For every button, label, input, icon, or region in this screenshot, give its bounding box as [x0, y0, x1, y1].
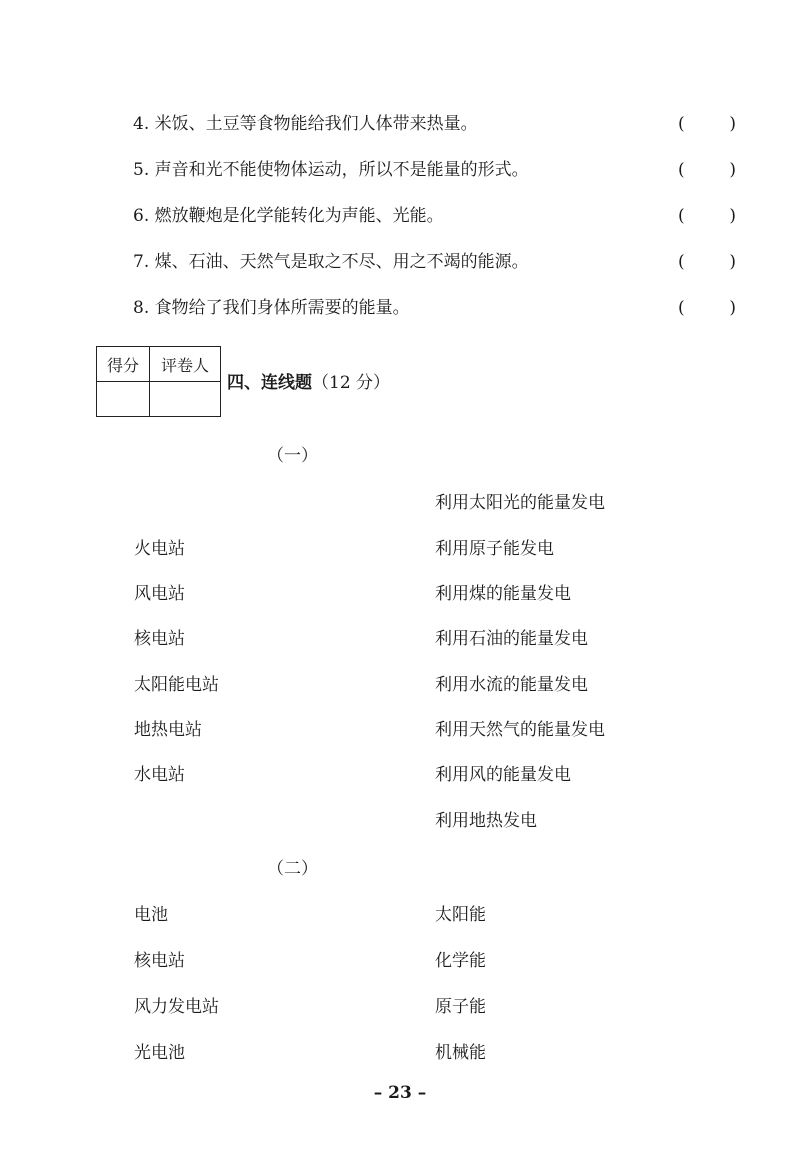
score-table [96, 346, 221, 417]
part1-right-item[interactable]: 利用太阳光的能量发电 [435, 493, 605, 513]
answer-bracket-5[interactable] [678, 160, 736, 180]
score-header: 得分 [97, 347, 150, 382]
question-8: 8. 食物给了我们身体所需要的能量。 [133, 298, 410, 318]
part1-left-item[interactable]: 核电站 [134, 629, 185, 649]
paren-open: ( [678, 160, 685, 180]
paren-open: ( [678, 252, 685, 272]
part2-right-item[interactable]: 机械能 [435, 1043, 486, 1063]
answer-bracket-6[interactable] [678, 206, 736, 226]
paren-open: ( [678, 206, 685, 226]
part2-right-item[interactable]: 太阳能 [435, 905, 486, 925]
question-7: 7. 煤、石油、天然气是取之不尽、用之不竭的能源。 [133, 252, 529, 272]
part1-left-item[interactable]: 水电站 [134, 765, 185, 785]
part1-label: （一） [267, 446, 318, 466]
paren-open: ( [678, 114, 685, 134]
part2-label: （二） [267, 859, 318, 879]
part2-left-item[interactable]: 光电池 [134, 1043, 185, 1063]
part1-right-item[interactable]: 利用天然气的能量发电 [435, 720, 605, 740]
paren-close: ) [729, 160, 736, 180]
part1-right-item[interactable]: 利用水流的能量发电 [435, 675, 588, 695]
grader-cell[interactable] [150, 382, 221, 417]
part1-left-item[interactable]: 风电站 [134, 584, 185, 604]
section-heading: 四、连线题 [227, 373, 312, 393]
question-5: 5. 声音和光不能使物体运动，所以不是能量的形式。 [133, 160, 529, 180]
part2-left-item[interactable]: 核电站 [134, 951, 185, 971]
paren-close: ) [729, 298, 736, 318]
part1-left-item[interactable]: 太阳能电站 [134, 675, 219, 695]
section-title [227, 373, 390, 393]
part1-right-item[interactable]: 利用地热发电 [435, 811, 537, 831]
paren-close: ) [729, 114, 736, 134]
part1-right-item[interactable]: 利用煤的能量发电 [435, 584, 571, 604]
score-cell[interactable] [97, 382, 150, 417]
paren-close: ) [729, 252, 736, 272]
part1-right-item[interactable]: 利用风的能量发电 [435, 765, 571, 785]
part2-right-item[interactable]: 化学能 [435, 951, 486, 971]
answer-bracket-7[interactable] [678, 252, 736, 272]
answer-bracket-4[interactable] [678, 114, 736, 134]
part2-left-item[interactable]: 电池 [134, 905, 168, 925]
paren-open: ( [678, 298, 685, 318]
part2-left-item[interactable]: 风力发电站 [134, 997, 219, 1017]
question-6: 6. 燃放鞭炮是化学能转化为声能、光能。 [133, 206, 444, 226]
part1-right-item[interactable]: 利用石油的能量发电 [435, 629, 588, 649]
page-number: – 23 – [373, 1083, 427, 1103]
part2-right-item[interactable]: 原子能 [435, 997, 486, 1017]
part1-left-item[interactable]: 地热电站 [134, 720, 202, 740]
answer-bracket-8[interactable] [678, 298, 736, 318]
question-4: 4. 米饭、土豆等食物能给我们人体带来热量。 [133, 114, 478, 134]
paren-close: ) [729, 206, 736, 226]
grader-header: 评卷人 [150, 347, 221, 382]
part1-right-item[interactable]: 利用原子能发电 [435, 539, 554, 559]
section-points: （12 分） [312, 373, 391, 393]
part1-left-item[interactable]: 火电站 [134, 539, 185, 559]
